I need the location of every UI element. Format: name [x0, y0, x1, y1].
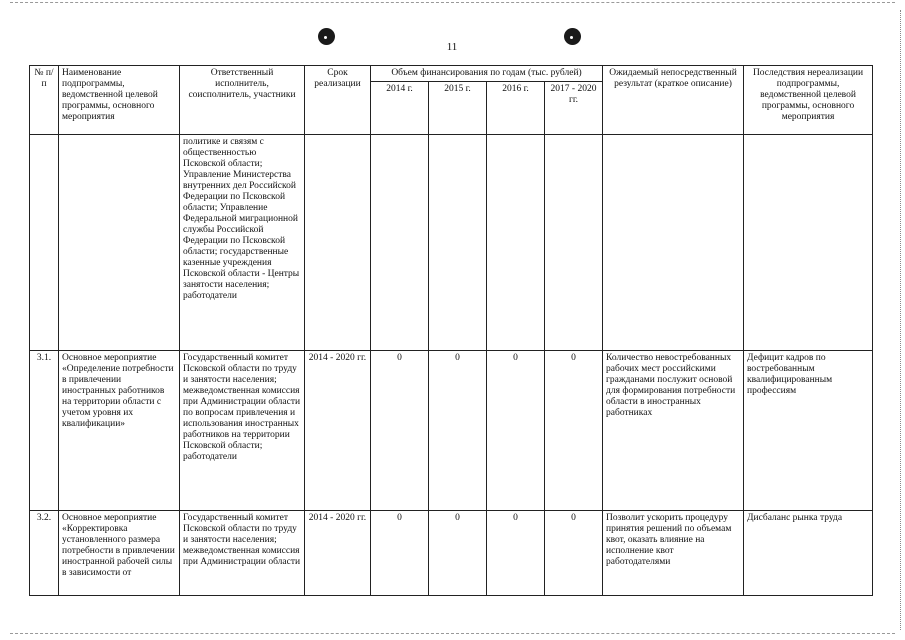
header-financing: Объем финансирования по годам (тыс. рублей) — [371, 66, 603, 82]
page-number: 11 — [446, 41, 458, 53]
cell-consequences: Дисбаланс рынка труда — [744, 511, 873, 596]
punch-hole-right — [564, 28, 581, 45]
cell-consequences — [744, 135, 873, 351]
cell-2017-2020: 0 — [545, 511, 603, 596]
cell-responsible: Государственный комитет Псковской области по труду и занятости населения; межведомственная комиссия при Администрации области по вопросам привлечения и использования иностранных работников на территории Псковской области; работодатели — [180, 351, 305, 511]
header-term: Срок реализации — [305, 66, 371, 135]
table-header-row — [30, 66, 873, 82]
header-2014: 2014 г. — [371, 82, 429, 135]
cell-2017-2020: 0 — [545, 351, 603, 511]
header-consequences: Последствия нереализации подпрограммы, ведомственной целевой программы, основного мероприятия — [744, 66, 873, 135]
page-edge-right — [900, 10, 901, 630]
cell-2016 — [487, 135, 545, 351]
cell-num: 3.2. — [30, 511, 59, 596]
cell-consequences: Дефицит кадров по востребованным квалифицированным профессиям — [744, 351, 873, 511]
cell-2015: 0 — [429, 351, 487, 511]
header-result: Ожидаемый непосредственный результат (краткое описание) — [603, 66, 744, 135]
cell-2017-2020 — [545, 135, 603, 351]
cell-2015 — [429, 135, 487, 351]
cell-2015: 0 — [429, 511, 487, 596]
cell-num — [30, 135, 59, 351]
header-num: № п/п — [30, 66, 59, 135]
cell-term: 2014 - 2020 гг. — [305, 511, 371, 596]
cell-result — [603, 135, 744, 351]
header-2017-2020: 2017 - 2020 гг. — [545, 82, 603, 135]
cell-2016: 0 — [487, 351, 545, 511]
header-responsible: Ответственный исполнитель, соисполнитель, участники — [180, 66, 305, 135]
cell-2014: 0 — [371, 511, 429, 596]
cell-responsible: политике и связям с общественностью Псковской области; Управление Министерства внутренних дел Российской Федерации по Псковской области; Управление Федеральной миграционной службы Российской Федерации по Псковской области; государственные казенные учреждения Псковской области - Центры занятости населения; работодатели — [180, 135, 305, 351]
table-row — [30, 351, 873, 511]
cell-term — [305, 135, 371, 351]
table-row — [30, 511, 873, 596]
cell-name: Основное мероприятие «Корректировка установленного размера потребности в привлечении иностранной рабочей силы в зависимости от — [59, 511, 180, 596]
cell-term: 2014 - 2020 гг. — [305, 351, 371, 511]
cell-result: Позволит ускорить процедуру принятия решений по объемам квот, оказать влияние на исполнение квот работодателями — [603, 511, 744, 596]
page-edge-bottom — [10, 633, 895, 634]
cell-num: 3.1. — [30, 351, 59, 511]
cell-name — [59, 135, 180, 351]
cell-2014 — [371, 135, 429, 351]
cell-responsible: Государственный комитет Псковской области по труду и занятости населения; межведомственная комиссия при Администрации области — [180, 511, 305, 596]
page-edge-top — [10, 2, 895, 3]
cell-result: Количество невостребованных рабочих мест российскими гражданами послужит основой для формирования потребности области в иностранных работниках — [603, 351, 744, 511]
header-2015: 2015 г. — [429, 82, 487, 135]
program-table — [29, 65, 873, 596]
table-row-continuation — [30, 135, 873, 351]
punch-hole-left — [318, 28, 335, 45]
header-name: Наименование подпрограммы, ведомственной целевой программы, основного мероприятия — [59, 66, 180, 135]
header-2016: 2016 г. — [487, 82, 545, 135]
cell-name: Основное мероприятие «Определение потребности в привлечении иностранных работников на территории области с учетом уровня их квалификации» — [59, 351, 180, 511]
cell-2016: 0 — [487, 511, 545, 596]
cell-2014: 0 — [371, 351, 429, 511]
